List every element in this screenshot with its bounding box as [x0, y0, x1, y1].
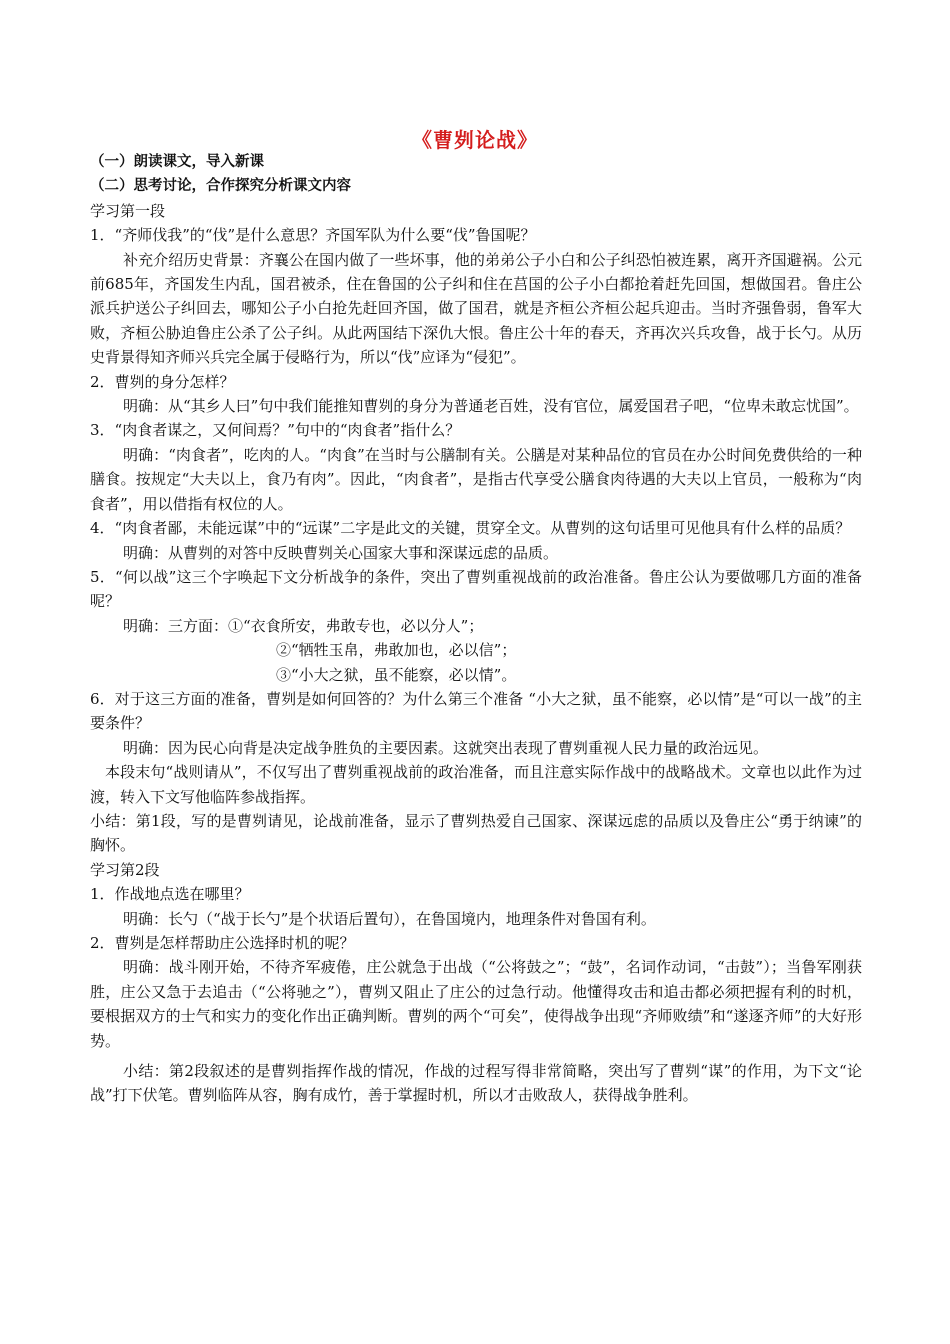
section1-answer-2: 明确：从“其乡人曰”句中我们能推知曹刿的身分为普通老百姓，没有官位，属爱国君子吧，“位卑未敢忘忧国”。 — [123, 397, 859, 416]
section1-summary: 小结：第1段，写的是曹刿请见，论战前准备，显示了曹刿热爱自己国家、深谋远虑的品质以及鲁庄公“勇于纳谏”的胸怀。 — [90, 811, 862, 855]
section2-answer-1: 明确：长勺（“战于长勺”是个状语后置句），在鲁国境内，地理条件对鲁国有利。 — [123, 909, 656, 928]
section1-question-2: 2．曹刿的身分怎样？ — [90, 372, 235, 391]
section1-answer-5-item-2: ②“牺牲玉帛，弗敢加也，必以信”； — [276, 641, 517, 660]
section1-question-6: 6．对于这三方面的准备，曹刿是如何回答的？为什么第三个准备 “小大之狱，虽不能察，必以情”是“可以一战”的主要条件？ — [90, 689, 862, 733]
section1-question-3: 3．“肉食者谋之，又何间焉？”句中的“肉食者”指什么？ — [90, 421, 461, 440]
section1-answer-1: 补充介绍历史背景：齐襄公在国内做了一些坏事，他的弟弟公子小白和公子纠恐怕被连累，离开齐国避祸。公元前685年，齐国发生内乱，国君被杀，住在鲁国的公子纠和住在莒国的公子小白都抢着赶先回国，想做国君。鲁庄公派兵护送公子纠回去，哪知公子小白抢先赶回齐国，做了国君，就是齐桓公齐桓公起兵迎击。当时齐强鲁弱，鲁军大败，齐桓公胁迫鲁庄公杀了公子纠。从此两国结下深仇大恨。鲁庄公十年的春天，齐再次兴兵攻鲁，战于长勺。从历史背景得知齐师兴兵完全属于侵略行为，所以“伐”应译为“侵犯”。 — [90, 250, 862, 367]
section1-question-1: 1．“齐师伐我”的“伐”是什么意思？齐国军队为什么要“伐”鲁国呢？ — [90, 226, 536, 245]
section1-question-4: 4．“肉食者鄙，未能远谋”中的“远谋”二字是此文的关键，贯穿全文。从曹刿的这句话里可见他具有什么样的品质？ — [90, 519, 851, 538]
document-body — [90, 150, 862, 1108]
section1-answer-6: 明确：因为民心向背是决定战争胜负的主要因素。这就突出表现了曹刿重视人民力量的政治远见。 — [123, 738, 769, 757]
section2-summary: 小结：第2段叙述的是曹刿指挥作战的情况，作战的过程写得非常简略，突出写了曹刿“谋”的作用，为下文“论战”打下伏笔。曹刿临阵从容，胸有成竹，善于掌握时机，所以才击败敌人，获得战争胜利。 — [90, 1062, 862, 1105]
section1-question-5: 5．“何以战”这三个字唤起下文分析战争的条件，突出了曹刿重视战前的政治准备。鲁庄公认为要做哪几方面的准备呢？ — [90, 567, 862, 611]
section2-label: 学习第2段 — [90, 860, 160, 879]
section1-answer-5-item-3: ③“小大之狱，虽不能察，必以情”。 — [276, 665, 517, 684]
document-title: 《曹刿论战》 — [412, 128, 538, 152]
section1-label: 学习第一段 — [90, 201, 166, 220]
heading-discussion: （二）思考讨论，合作探究分析课文内容 — [90, 178, 351, 195]
section2-question-1: 1．作战地点选在哪里？ — [90, 885, 250, 904]
section1-note: 本段末句“战则请从”，不仅写出了曹刿重视战前的政治准备，而且注意实际作战中的战略战术。文章也以此作为过渡，转入下文写他临阵参战指挥。 — [90, 763, 862, 806]
section1-answer-5-item-1: 明确：三方面：①“衣食所安，弗敢专也，必以分人”； — [123, 616, 484, 635]
section1-answer-4: 明确：从曹刿的对答中反映曹刿关心国家大事和深谋远虑的品质。 — [123, 543, 559, 562]
section1-answer-3: 明确：“肉食者”，吃肉的人。“肉食”在当时与公膳制有关。公膳是对某种品位的官员在办公时间免费供给的一种膳食。按规定“大夫以上，食乃有肉”。因此，“肉食者”，是指古代享受公膳食肉待遇的大夫以上官员，一般称为“肉食者”，用以借指有权位的人。 — [90, 445, 862, 513]
section2-question-2: 2．曹刿是怎样帮助庄公选择时机的呢？ — [90, 934, 355, 952]
section2-answer-2: 明确：战斗刚开始，不待齐军疲倦，庄公就急于出战（“公将鼓之”；“鼓”，名词作动词，“击鼓”）；当鲁军刚获胜，庄公又急于去追击（“公将驰之”），曹刿又阻止了庄公的过急行动。他懂得攻击和追击都必须把握有利的时机，要根据双方的士气和实力的变化作出正确判断。曹刿的两个“可矣”，使得战争出现“齐师败绩”和“遂逐齐师”的大好形势。 — [90, 958, 862, 1050]
heading-read-text: （一）朗读课文，导入新课 — [90, 154, 264, 170]
